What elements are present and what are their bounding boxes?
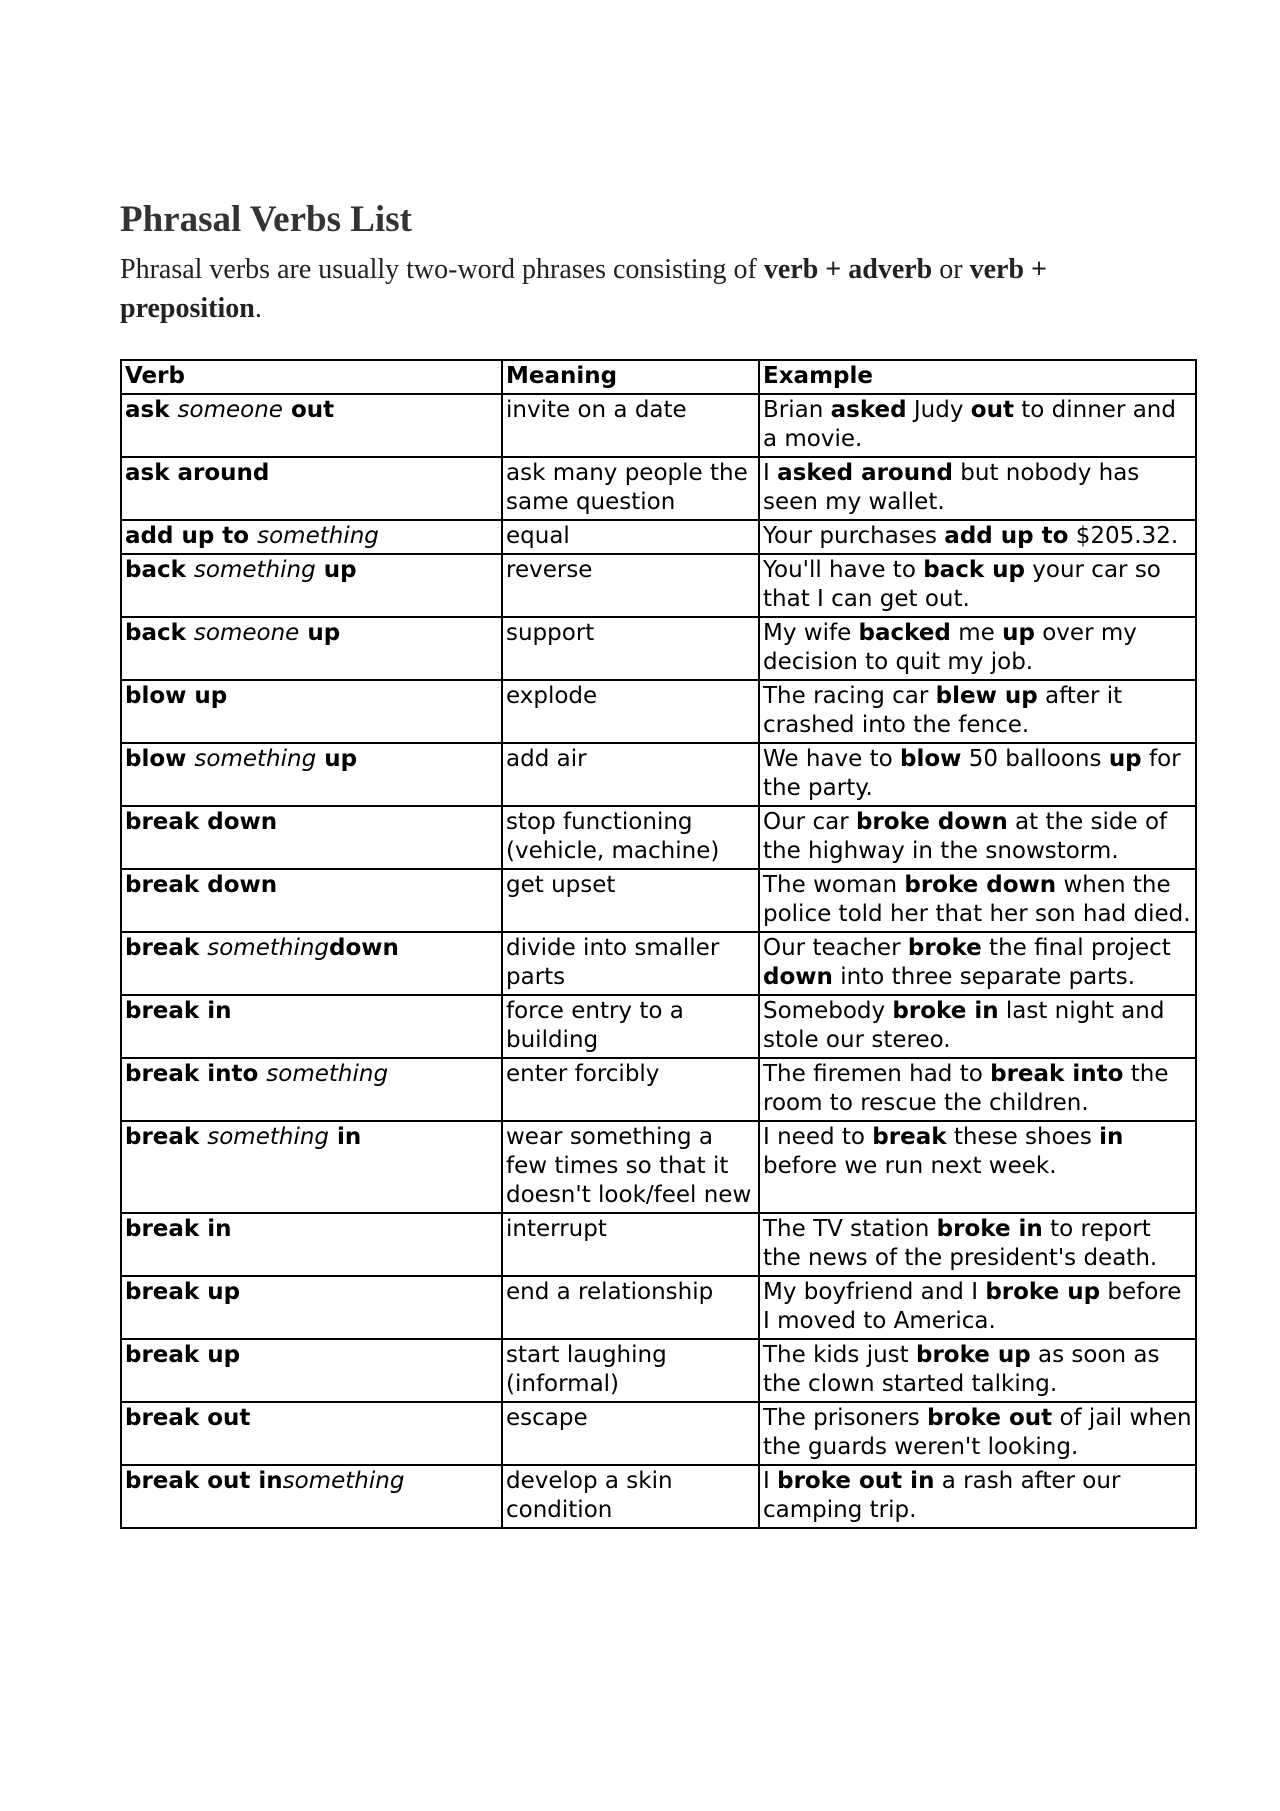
table-row — [121, 1339, 1196, 1402]
bold-segment: back — [125, 620, 194, 647]
intro-text: . — [254, 293, 262, 325]
bold-segment: broke in — [892, 998, 999, 1025]
meaning-cell: enter forcibly — [502, 1058, 759, 1121]
table-row — [121, 1276, 1196, 1339]
text-segment: We have to — [763, 746, 901, 773]
example-cell — [759, 1121, 1196, 1213]
table-row — [121, 617, 1196, 680]
bold-segment: back up — [923, 557, 1025, 584]
italic-segment: something — [266, 1061, 389, 1088]
text-segment: The woman — [763, 872, 905, 899]
text-segment: after it crashed into the fence. — [763, 683, 1123, 739]
text-segment: 50 balloons — [961, 746, 1109, 773]
verb-cell — [121, 617, 502, 680]
text-segment: as soon as the clown started talking. — [763, 1342, 1160, 1398]
bold-segment: broke — [907, 935, 982, 962]
verb-cell — [121, 1121, 502, 1213]
bold-segment: break into — [125, 1061, 267, 1088]
bold-segment: broke down — [855, 809, 1008, 836]
text-segment: Your purchases — [763, 523, 945, 550]
text-segment: but nobody has seen my wallet. — [763, 460, 1140, 516]
bold-segment: break up — [125, 1279, 241, 1306]
bold-segment: ask around — [125, 460, 270, 487]
meaning-cell: reverse — [502, 554, 759, 617]
verb-cell — [121, 1339, 502, 1402]
table-row — [121, 520, 1196, 554]
table-row — [121, 1058, 1196, 1121]
column-header-verb: Verb — [121, 360, 502, 394]
bold-segment: break out in — [125, 1468, 283, 1495]
verb-cell — [121, 457, 502, 520]
intro-bold-term: verb + preposition — [120, 254, 1047, 325]
meaning-cell: get upset — [502, 869, 759, 932]
bold-segment: out — [970, 397, 1014, 424]
bold-segment: break down — [125, 872, 278, 899]
text-segment: a rash after our camping trip. — [763, 1468, 1121, 1524]
document-page — [120, 198, 1195, 1529]
example-cell — [759, 617, 1196, 680]
intro-paragraph — [120, 250, 1195, 328]
text-segment: Brian — [763, 397, 831, 424]
example-cell — [759, 1465, 1196, 1528]
italic-segment: something — [282, 1468, 405, 1495]
intro-text: or — [932, 254, 970, 286]
verb-cell — [121, 1465, 502, 1528]
bold-segment: add up to — [125, 523, 258, 550]
table-row — [121, 806, 1196, 869]
example-cell — [759, 554, 1196, 617]
italic-segment: something — [193, 557, 316, 584]
example-cell — [759, 932, 1196, 995]
italic-segment: something — [207, 935, 330, 962]
text-segment: last night and stole our stereo. — [763, 998, 1165, 1054]
text-segment: The prisoners — [763, 1405, 928, 1432]
verb-cell — [121, 1058, 502, 1121]
table-row — [121, 554, 1196, 617]
example-cell — [759, 1276, 1196, 1339]
bold-segment: down — [763, 964, 833, 991]
table-header-row — [121, 360, 1196, 394]
bold-segment: backed — [858, 620, 951, 647]
text-segment: the final project — [981, 935, 1171, 962]
bold-segment: up — [316, 746, 358, 773]
bold-segment: broke out in — [777, 1468, 935, 1495]
text-segment: over my decision to quit my job. — [763, 620, 1137, 676]
example-cell — [759, 806, 1196, 869]
bold-segment: back — [125, 557, 194, 584]
meaning-cell: end a relationship — [502, 1276, 759, 1339]
italic-segment: something — [207, 1124, 330, 1151]
text-segment: into three separate parts. — [832, 964, 1136, 991]
bold-segment: broke out — [927, 1405, 1053, 1432]
bold-segment: break up — [125, 1342, 241, 1369]
verb-cell — [121, 554, 502, 617]
verb-cell — [121, 1276, 502, 1339]
text-segment: $205.32. — [1068, 523, 1179, 550]
bold-segment: break — [125, 1124, 208, 1151]
bold-segment: broke up — [915, 1342, 1031, 1369]
meaning-cell: start laughing (informal) — [502, 1339, 759, 1402]
text-segment: Our car — [763, 809, 856, 836]
text-segment: when the police told her that her son had died. — [763, 872, 1191, 928]
phrasal-verbs-table — [120, 359, 1197, 1529]
bold-segment: up — [1002, 620, 1035, 647]
verb-cell — [121, 1213, 502, 1276]
verb-cell — [121, 520, 502, 554]
text-segment: to dinner and a movie. — [763, 397, 1176, 453]
text-segment: I need to — [763, 1124, 873, 1151]
meaning-cell: interrupt — [502, 1213, 759, 1276]
text-segment: these shoes — [946, 1124, 1100, 1151]
bold-segment: up — [315, 557, 357, 584]
bold-segment: break in — [125, 998, 232, 1025]
text-segment: before we run next week. — [763, 1153, 1057, 1180]
text-segment: Judy — [906, 397, 971, 424]
text-segment: me — [950, 620, 1003, 647]
bold-segment: up — [299, 620, 341, 647]
meaning-cell: equal — [502, 520, 759, 554]
bold-segment: blow up — [125, 683, 228, 710]
table-row — [121, 394, 1196, 457]
bold-segment: blew up — [935, 683, 1038, 710]
text-segment: You'll have to — [763, 557, 924, 584]
example-cell — [759, 743, 1196, 806]
bold-segment: up — [1108, 746, 1142, 773]
verb-cell — [121, 806, 502, 869]
intro-bold-term: verb + adverb — [763, 254, 933, 286]
bold-segment: asked around — [777, 460, 953, 487]
text-segment: My wife — [763, 620, 859, 647]
verb-cell — [121, 1402, 502, 1465]
example-cell — [759, 394, 1196, 457]
table-row — [121, 1121, 1196, 1213]
table-row — [121, 680, 1196, 743]
text-segment: for the party. — [763, 746, 1181, 802]
meaning-cell: wear something a few times so that it doesn't look/feel new — [502, 1121, 759, 1213]
verb-cell — [121, 743, 502, 806]
meaning-cell: add air — [502, 743, 759, 806]
bold-segment: asked — [830, 397, 907, 424]
bold-segment: blow — [125, 746, 195, 773]
meaning-cell: support — [502, 617, 759, 680]
text-segment: The TV station — [763, 1216, 937, 1243]
meaning-cell: explode — [502, 680, 759, 743]
meaning-cell: force entry to a building — [502, 995, 759, 1058]
example-cell — [759, 1213, 1196, 1276]
column-header-example: Example — [759, 360, 1196, 394]
meaning-cell: stop functioning (vehicle, machine) — [502, 806, 759, 869]
bold-segment: ask — [125, 397, 178, 424]
text-segment: at the side of the highway in the snowstorm. — [763, 809, 1168, 865]
bold-segment: break down — [125, 809, 278, 836]
example-cell — [759, 457, 1196, 520]
text-segment: The firemen had to — [763, 1061, 991, 1088]
bold-segment: broke down — [904, 872, 1057, 899]
verb-cell — [121, 869, 502, 932]
bold-segment: broke in — [936, 1216, 1043, 1243]
text-segment: The kids just — [763, 1342, 916, 1369]
example-cell — [759, 869, 1196, 932]
table-row — [121, 869, 1196, 932]
example-cell — [759, 995, 1196, 1058]
table-row — [121, 1402, 1196, 1465]
bold-segment: in — [1099, 1124, 1124, 1151]
text-segment: I — [763, 460, 778, 487]
bold-segment: down — [329, 935, 399, 962]
example-cell — [759, 1339, 1196, 1402]
verb-cell — [121, 995, 502, 1058]
italic-segment: someone — [193, 620, 300, 647]
text-segment: the room to rescue the children. — [763, 1061, 1169, 1117]
bold-segment: break — [125, 935, 208, 962]
italic-segment: someone — [177, 397, 283, 424]
table-row — [121, 1213, 1196, 1276]
intro-text: Phrasal verbs are usually two-word phrases consisting of — [120, 254, 764, 286]
text-segment: Our teacher — [763, 935, 908, 962]
example-cell — [759, 680, 1196, 743]
meaning-cell: escape — [502, 1402, 759, 1465]
meaning-cell: divide into smaller parts — [502, 932, 759, 995]
italic-segment: something — [257, 523, 379, 550]
table-row — [121, 995, 1196, 1058]
text-segment: I — [763, 1468, 778, 1495]
table-row — [121, 743, 1196, 806]
bold-segment: broke up — [985, 1279, 1101, 1306]
text-segment: My boyfriend and I — [763, 1279, 986, 1306]
example-cell — [759, 520, 1196, 554]
text-segment: to report the news of the president's death. — [763, 1216, 1158, 1272]
example-cell — [759, 1058, 1196, 1121]
meaning-cell: invite on a date — [502, 394, 759, 457]
bold-segment: blow — [900, 746, 962, 773]
verb-cell — [121, 394, 502, 457]
meaning-cell: develop a skin condition — [502, 1465, 759, 1528]
italic-segment: something — [194, 746, 317, 773]
page-title: Phrasal Verbs List — [120, 199, 412, 240]
bold-segment: in — [329, 1124, 362, 1151]
bold-segment: out — [282, 397, 335, 424]
text-segment: your car so that I can get out. — [763, 557, 1161, 613]
table-row — [121, 1465, 1196, 1528]
bold-segment: add up to — [944, 523, 1069, 550]
table-body — [121, 394, 1196, 1528]
bold-segment: break in — [125, 1216, 232, 1243]
bold-segment: break out — [125, 1405, 251, 1432]
text-segment: Somebody — [763, 998, 893, 1025]
meaning-cell: ask many people the same question — [502, 457, 759, 520]
text-segment: of jail when the guards weren't looking. — [763, 1405, 1192, 1461]
column-header-meaning: Meaning — [502, 360, 759, 394]
example-cell — [759, 1402, 1196, 1465]
text-segment: The racing car — [763, 683, 936, 710]
text-segment: before I moved to America. — [763, 1279, 1182, 1335]
verb-cell — [121, 932, 502, 995]
bold-segment: break into — [990, 1061, 1124, 1088]
verb-cell — [121, 680, 502, 743]
bold-segment: break — [872, 1124, 947, 1151]
table-row — [121, 457, 1196, 520]
table-row — [121, 932, 1196, 995]
